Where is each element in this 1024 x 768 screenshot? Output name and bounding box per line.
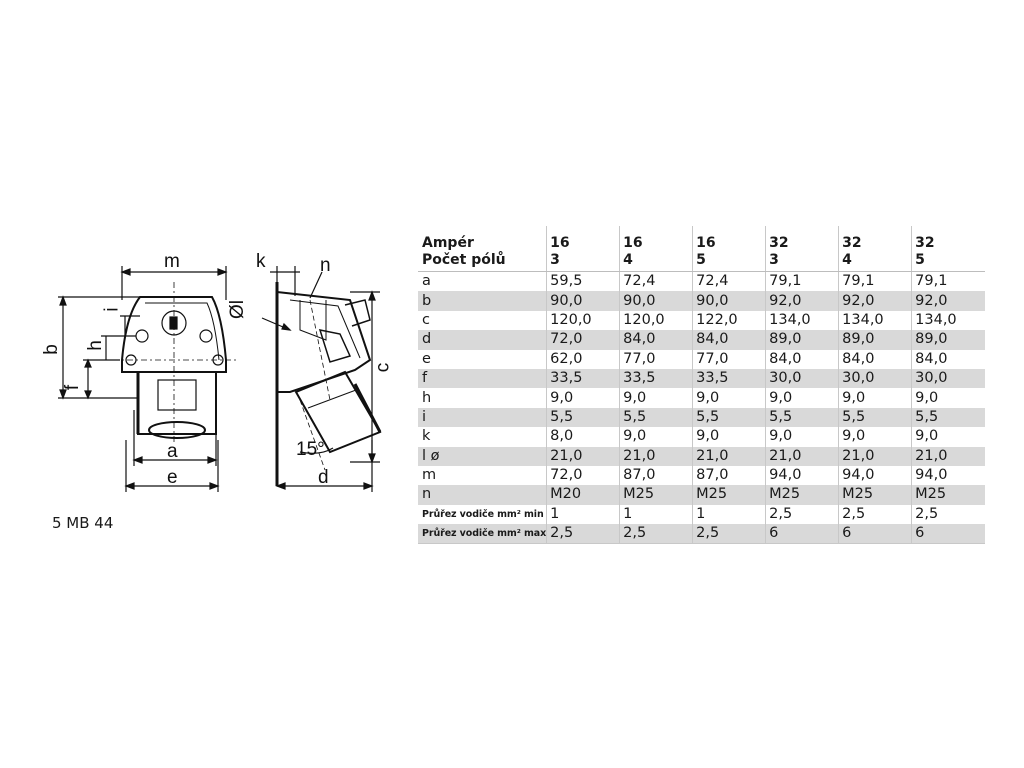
table-cell: 9,0 xyxy=(693,388,766,407)
table-cell: 21,0 xyxy=(839,447,912,466)
table-cell: 5,5 xyxy=(547,408,620,427)
table-cell: 94,0 xyxy=(839,466,912,485)
row-label: m xyxy=(422,467,437,484)
table-cell: 9,0 xyxy=(620,427,693,446)
header-column xyxy=(766,226,839,272)
table-row xyxy=(418,505,985,524)
table-cell: M25 xyxy=(839,485,912,504)
table-cell: 89,0 xyxy=(839,330,912,349)
table-cell: 9,0 xyxy=(693,427,766,446)
dim-label-b: b xyxy=(40,344,62,355)
column-poles: 3 xyxy=(769,252,779,268)
dim-label-c: c xyxy=(372,362,394,373)
table-cell: 9,0 xyxy=(839,388,912,407)
header-column xyxy=(912,226,985,272)
table-cell: M25 xyxy=(766,485,839,504)
row-label: Průřez vodiče mm² max xyxy=(418,524,547,544)
table-cell: 72,4 xyxy=(693,272,766,292)
table-cell: 9,0 xyxy=(912,427,985,446)
row-label: e xyxy=(422,350,431,367)
table-row xyxy=(418,447,985,466)
table-cell: 72,4 xyxy=(620,272,693,292)
dim-label-n: n xyxy=(320,255,331,276)
column-amp: 32 xyxy=(769,235,789,251)
table-cell: 6 xyxy=(839,524,912,544)
table-cell: 122,0 xyxy=(693,311,766,330)
table-cell: 9,0 xyxy=(912,388,985,407)
table-cell: 77,0 xyxy=(693,350,766,369)
table-cell: 134,0 xyxy=(912,311,985,330)
table-cell: 21,0 xyxy=(620,447,693,466)
table-cell: 9,0 xyxy=(766,427,839,446)
table-cell: 21,0 xyxy=(766,447,839,466)
table-cell: 62,0 xyxy=(547,350,620,369)
table-row xyxy=(418,408,985,427)
table-cell: 5,5 xyxy=(693,408,766,427)
column-amp: 32 xyxy=(842,235,862,251)
table-cell: 33,5 xyxy=(547,369,620,388)
table-cell: 30,0 xyxy=(912,369,985,388)
table-cell: 79,1 xyxy=(912,272,985,292)
table-cell: 90,0 xyxy=(547,291,620,310)
table-cell: 6 xyxy=(766,524,839,544)
header-column xyxy=(839,226,912,272)
dim-label-l: Øl xyxy=(227,300,248,319)
table-cell: 1 xyxy=(547,505,620,524)
table-row xyxy=(418,369,985,388)
table-row xyxy=(418,272,985,292)
table-header-row xyxy=(418,226,985,272)
table-cell: 5,5 xyxy=(766,408,839,427)
column-poles: 5 xyxy=(696,252,706,268)
table-cell: 21,0 xyxy=(693,447,766,466)
table-row xyxy=(418,291,985,310)
table-cell: 6 xyxy=(912,524,985,544)
table-cell: 33,5 xyxy=(620,369,693,388)
table-cell: 79,1 xyxy=(839,272,912,292)
table-cell: 92,0 xyxy=(912,291,985,310)
table-row xyxy=(418,311,985,330)
row-label: a xyxy=(422,273,431,290)
table-cell: 77,0 xyxy=(620,350,693,369)
table-row xyxy=(418,466,985,485)
row-label: i xyxy=(418,408,547,427)
table-cell: 89,0 xyxy=(912,330,985,349)
table-cell: 120,0 xyxy=(547,311,620,330)
table-cell: 92,0 xyxy=(766,291,839,310)
table-cell: 87,0 xyxy=(620,466,693,485)
table-cell: 89,0 xyxy=(766,330,839,349)
table-cell: 5,5 xyxy=(839,408,912,427)
table-row xyxy=(418,330,985,349)
table-cell: M25 xyxy=(693,485,766,504)
table-cell: 2,5 xyxy=(693,524,766,544)
table-cell: 134,0 xyxy=(766,311,839,330)
table-cell: 33,5 xyxy=(693,369,766,388)
dim-label-angle: 15° xyxy=(296,439,325,460)
dim-label-h: h xyxy=(84,340,106,351)
table-cell: 79,1 xyxy=(766,272,839,292)
table-cell: 2,5 xyxy=(912,505,985,524)
table-cell: 134,0 xyxy=(839,311,912,330)
table-cell: 90,0 xyxy=(693,291,766,310)
table-cell: 30,0 xyxy=(839,369,912,388)
row-label: d xyxy=(418,330,547,349)
dim-label-f: f xyxy=(62,384,84,391)
row-label: f xyxy=(418,369,547,388)
row-label: Průřez vodiče mm² min xyxy=(422,508,544,520)
table-cell: 8,0 xyxy=(547,427,620,446)
column-poles: 3 xyxy=(550,252,560,268)
table-cell: 9,0 xyxy=(839,427,912,446)
table-cell: 84,0 xyxy=(620,330,693,349)
dimension-table xyxy=(418,226,985,544)
table-cell: 1 xyxy=(693,505,766,524)
header-column xyxy=(547,226,620,272)
dim-label-m: m xyxy=(164,251,180,272)
product-code-caption: 5 MB 44 xyxy=(52,514,114,532)
column-poles: 4 xyxy=(842,252,852,268)
table-cell: 9,0 xyxy=(620,388,693,407)
table-cell: 2,5 xyxy=(620,524,693,544)
row-label: n xyxy=(418,485,547,504)
table-cell: 72,0 xyxy=(547,466,620,485)
column-amp: 16 xyxy=(550,235,570,251)
column-poles: 4 xyxy=(623,252,633,268)
dim-label-i: i xyxy=(101,307,123,312)
table-cell: 90,0 xyxy=(620,291,693,310)
table-cell: 9,0 xyxy=(766,388,839,407)
table-cell: M20 xyxy=(547,485,620,504)
table-cell: 87,0 xyxy=(693,466,766,485)
row-label: h xyxy=(422,389,432,406)
table-row xyxy=(418,427,985,446)
dim-label-a: a xyxy=(167,441,178,462)
column-amp: 16 xyxy=(696,235,716,251)
header-column xyxy=(620,226,693,272)
row-label: b xyxy=(418,291,547,310)
header-poles-label: Počet pólů xyxy=(422,252,506,268)
table-row xyxy=(418,524,985,544)
table-cell: 5,5 xyxy=(912,408,985,427)
table-cell: 72,0 xyxy=(547,330,620,349)
dim-label-e: e xyxy=(167,467,178,488)
technical-drawing xyxy=(0,0,410,540)
table-row xyxy=(418,485,985,504)
row-label: l ø xyxy=(418,447,547,466)
table-cell: 84,0 xyxy=(912,350,985,369)
table-cell: 1 xyxy=(620,505,693,524)
table-cell: 21,0 xyxy=(547,447,620,466)
column-amp: 16 xyxy=(623,235,643,251)
dim-label-k: k xyxy=(256,251,266,272)
table-cell: 84,0 xyxy=(839,350,912,369)
table-row xyxy=(418,388,985,407)
table-cell: 94,0 xyxy=(766,466,839,485)
table-cell: 5,5 xyxy=(620,408,693,427)
table-cell: 21,0 xyxy=(912,447,985,466)
column-amp: 32 xyxy=(915,235,935,251)
table-cell: 2,5 xyxy=(766,505,839,524)
table-row xyxy=(418,350,985,369)
dim-label-d: d xyxy=(318,467,329,488)
table-cell: 84,0 xyxy=(766,350,839,369)
table-cell: M25 xyxy=(912,485,985,504)
row-label: c xyxy=(422,311,430,328)
row-label: k xyxy=(422,428,431,445)
table-cell: 30,0 xyxy=(766,369,839,388)
header-column xyxy=(693,226,766,272)
table-cell: 2,5 xyxy=(547,524,620,544)
table-cell: 2,5 xyxy=(839,505,912,524)
header-amp-label: Ampér xyxy=(422,235,474,251)
table-cell: 120,0 xyxy=(620,311,693,330)
table-cell: 92,0 xyxy=(839,291,912,310)
table-cell: 9,0 xyxy=(547,388,620,407)
table-cell: M25 xyxy=(620,485,693,504)
table-cell: 59,5 xyxy=(547,272,620,292)
header-label-cell xyxy=(418,226,547,272)
front-view xyxy=(58,266,236,492)
table-cell: 94,0 xyxy=(912,466,985,485)
column-poles: 5 xyxy=(915,252,925,268)
table-cell: 84,0 xyxy=(693,330,766,349)
